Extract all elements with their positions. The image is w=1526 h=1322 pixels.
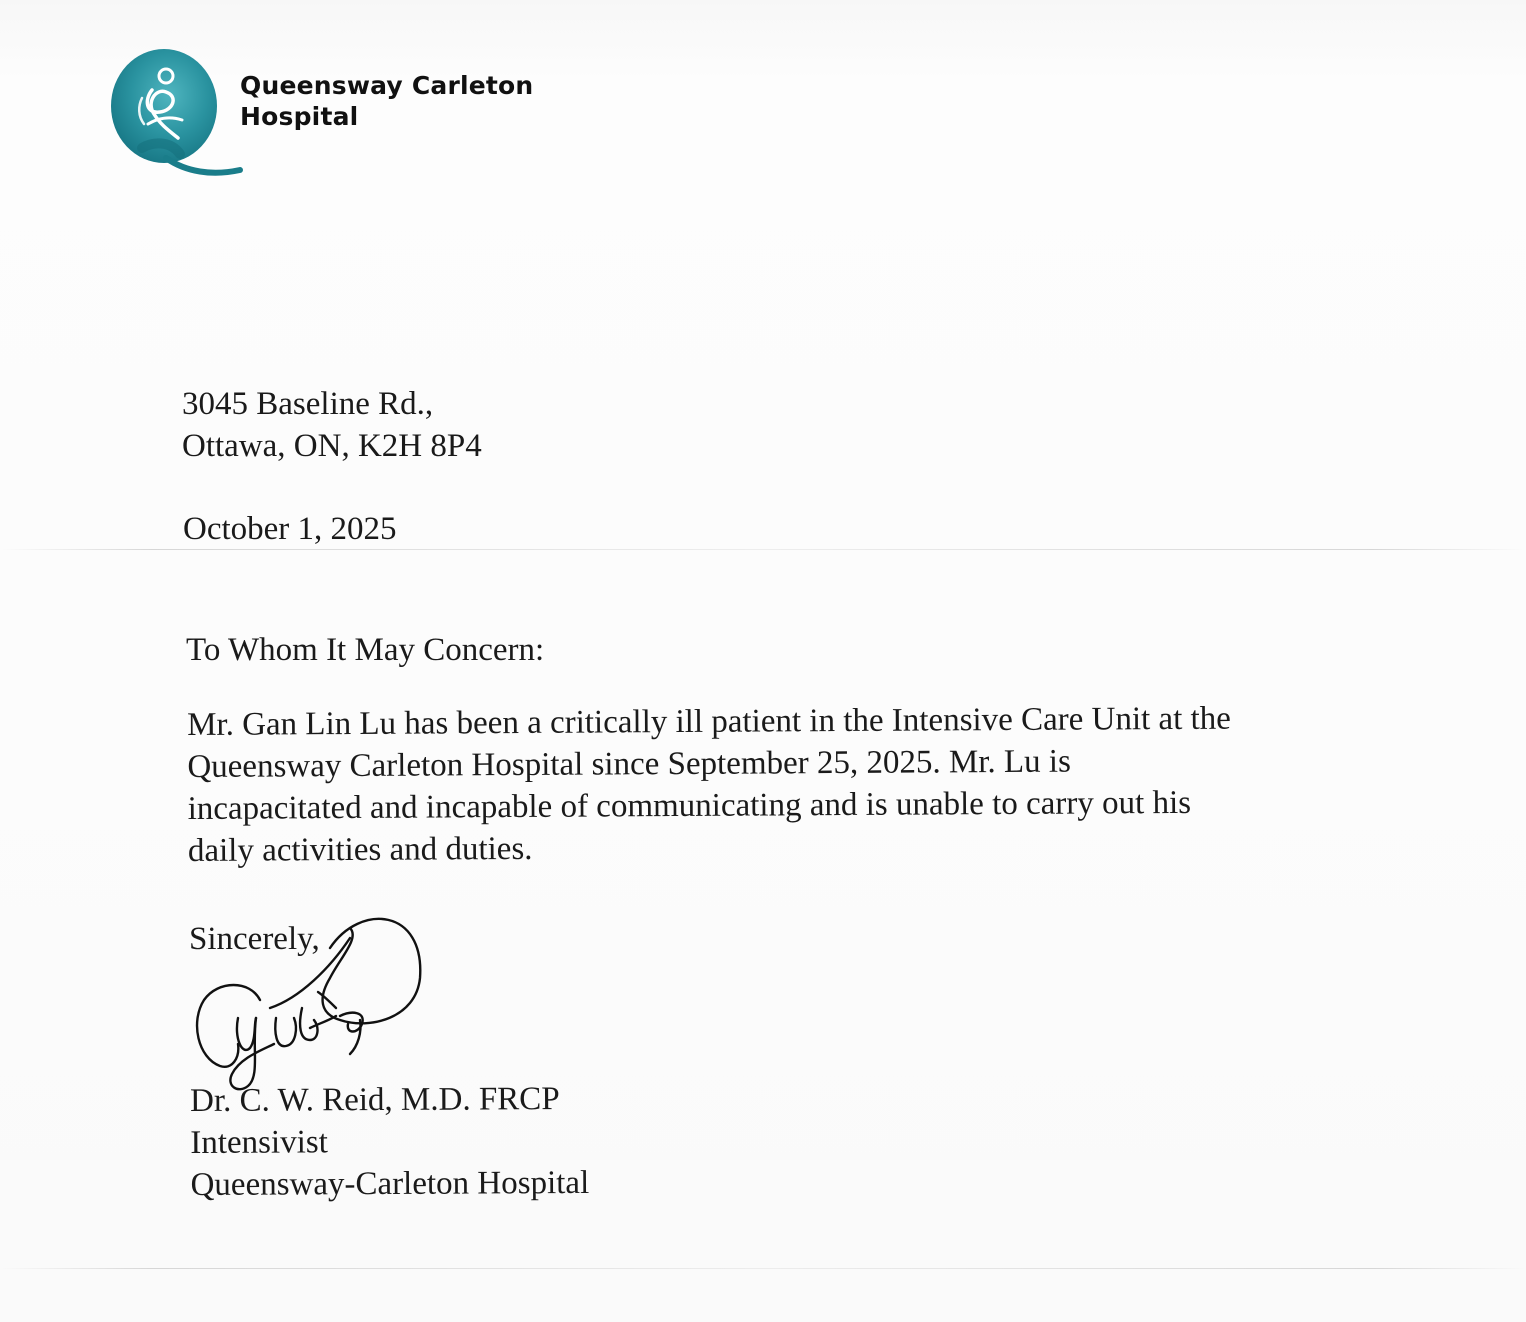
address-line1: 3045 Baseline Rd., — [182, 386, 434, 422]
letter-date: October 1, 2025 — [183, 511, 397, 547]
body-line-3: incapacitated and incapable of communicating and is unable to carry out his — [187, 784, 1192, 827]
signatory-name: Dr. C. W. Reid, M.D. FRCP — [190, 1081, 560, 1119]
letter-body — [187, 698, 1232, 872]
sender-address — [182, 383, 482, 467]
signatory-organization: Queensway-Carleton Hospital — [190, 1164, 590, 1203]
fold-line-bottom — [0, 1268, 1526, 1269]
hospital-name-line1: Queensway Carleton — [240, 71, 534, 100]
handwritten-signature-icon — [190, 908, 430, 1098]
signatory-title: Intensivist — [190, 1124, 328, 1161]
address-line2: Ottawa, ON, K2H 8P4 — [182, 428, 482, 464]
hospital-name — [240, 70, 533, 132]
body-line-2: Queensway Carleton Hospital since September 25, 2025. Mr. Lu is — [187, 743, 1071, 785]
body-line-1: Mr. Gan Lin Lu has been a critically ill patient in the Intensive Care Unit at the — [187, 700, 1232, 743]
qch-q-logo-icon — [108, 46, 248, 182]
signatory-block — [190, 1078, 589, 1206]
salutation: To Whom It May Concern: — [186, 632, 545, 668]
hospital-name-line2: Hospital — [240, 102, 359, 131]
closing: Sincerely, — [189, 921, 320, 957]
body-line-4: daily activities and duties. — [187, 830, 533, 869]
